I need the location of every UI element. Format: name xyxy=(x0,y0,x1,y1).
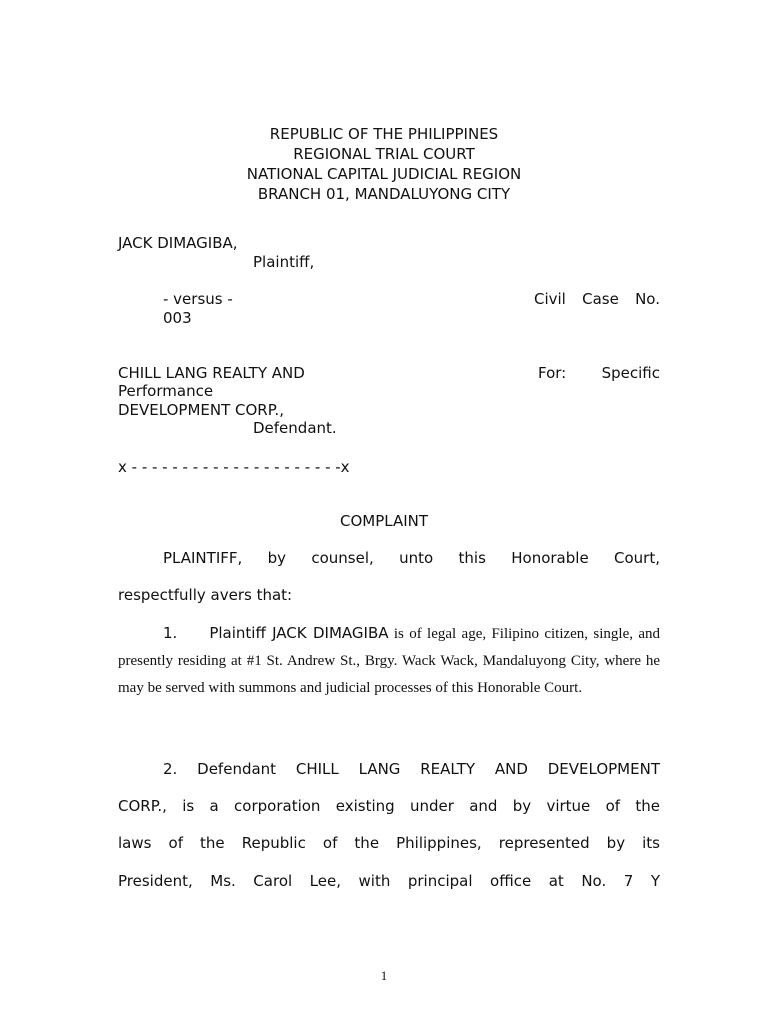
page-number: 1 xyxy=(380,968,388,983)
paragraph-1-number: 1. xyxy=(163,624,178,642)
for-value: Specific xyxy=(601,364,660,382)
header-branch: BRANCH 01, MANDALUYONG CITY xyxy=(257,185,511,203)
caption-separator: x - - - - - - - - - - - - - - - - - - - - -x xyxy=(118,458,350,476)
paragraph-2-line-1: 2. Defendant CHILL LANG REALTY AND DEVELOPMENT xyxy=(163,760,660,778)
court-header xyxy=(0,124,768,204)
header-republic: REPUBLIC OF THE PHILIPPINES xyxy=(269,125,499,143)
plaintiff-name: JACK DIMAGIBA, xyxy=(118,234,238,252)
paragraph-1-lead: Plaintiff JACK DIMAGIBA xyxy=(209,624,389,642)
paragraph-2-line-2: CORP., is a corporation existing under and by virtue of the xyxy=(118,797,660,815)
defendant-name-line2: DEVELOPMENT CORP., xyxy=(118,401,284,419)
header-court: REGIONAL TRIAL COURT xyxy=(293,145,475,163)
case-number-label: Civil Case No. xyxy=(534,290,660,308)
defendant-role: Defendant. xyxy=(253,419,337,437)
for-label: For: xyxy=(538,364,567,382)
intro-line-2: respectfully avers that: xyxy=(118,586,293,604)
paragraph-1-text: is of legal age, Filipino citizen, single, and presently residing at #1 St. Andrew St., Brgy. Wack Wack, Mandaluyong City, where he may be served with summons and judicial processes of this Honorable Court. xyxy=(118,626,660,696)
for-value-continued: Performance xyxy=(118,382,214,400)
paragraph-2-line-4: President, Ms. Carol Lee, with principal office at No. 7 Y xyxy=(118,872,660,890)
paragraph-1 xyxy=(118,620,660,702)
plaintiff-role: Plaintiff, xyxy=(253,253,315,271)
header-region: NATIONAL CAPITAL JUDICIAL REGION xyxy=(246,165,522,183)
defendant-name-line1: CHILL LANG REALTY AND xyxy=(118,364,305,382)
complaint-title: COMPLAINT xyxy=(339,512,429,530)
case-number: 003 xyxy=(163,309,192,327)
paragraph-2-line-3: laws of the Republic of the Philippines, represented by its xyxy=(118,834,660,852)
intro-line-1: PLAINTIFF, by counsel, unto this Honorable Court, xyxy=(163,549,660,567)
versus-label: - versus - xyxy=(163,290,233,308)
